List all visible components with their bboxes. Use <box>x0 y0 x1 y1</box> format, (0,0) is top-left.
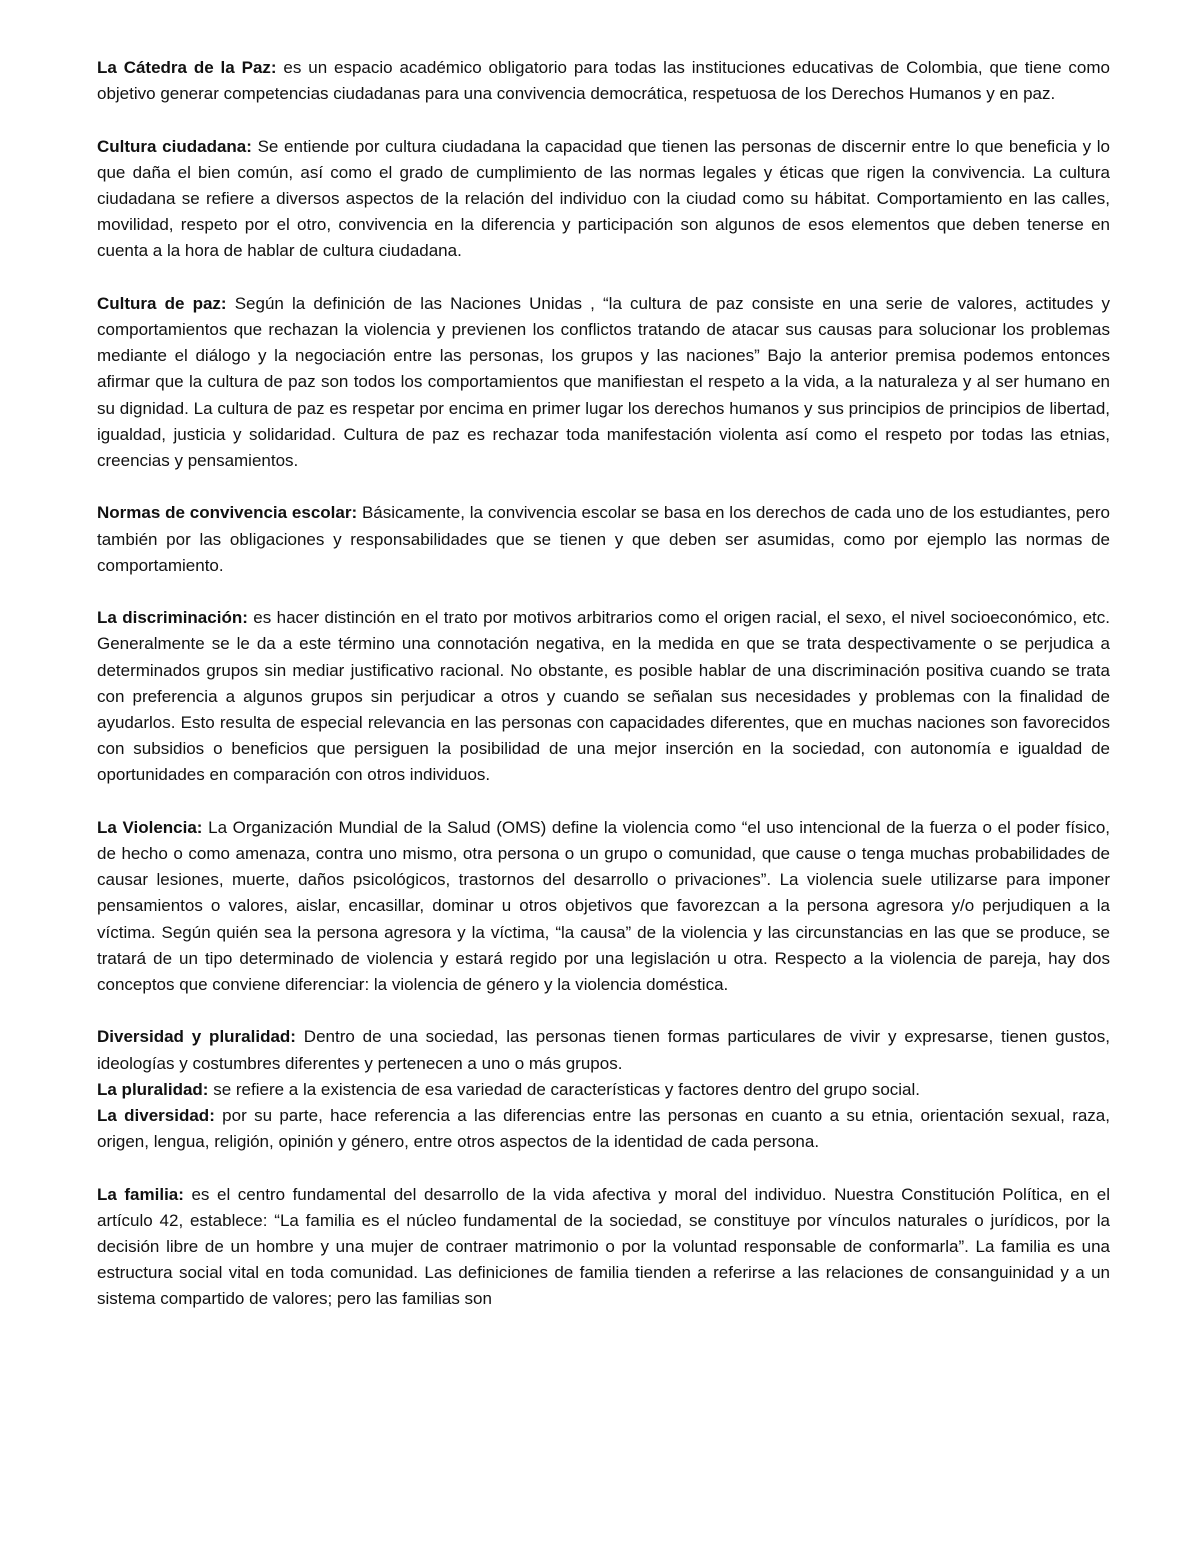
paragraph-normas-de-convivencia <box>97 500 1110 579</box>
paragraph-discriminacion <box>97 605 1110 788</box>
paragraph-pluralidad <box>97 1077 1110 1103</box>
definition-familia: es el centro fundamental del desarrollo de la vida afectiva y moral del individuo. Nuestra Constitución Política, en el artículo 42, establece: “La familia es el núcleo fundamental de la sociedad, se constituye por vínculos naturales o jurídicos, por la decisión libre de un hombre y una mujer de contraer matrimonio o por la voluntad responsable de conformarla”. La familia es una estructura social vital en toda comunidad. Las definiciones de familia tienden a referirse a las relaciones de consanguinidad y a un sistema compartido de valores; pero las familias son <box>97 1184 1110 1309</box>
term-catedra-de-la-paz: La Cátedra de la Paz: <box>97 58 277 77</box>
term-violencia: La Violencia: <box>97 817 203 837</box>
definition-catedra-de-la-paz: es un espacio académico obligatorio para todas las instituciones educativas de Colombia, que tiene como objetivo generar competencias ciudadanas para una convivencia democrática, respetuosa de los Derechos Humanos y en paz. <box>97 58 1110 104</box>
term-diversidad-y-pluralidad: Diversidad y pluralidad: <box>97 1027 296 1047</box>
term-pluralidad: La pluralidad: <box>97 1079 209 1099</box>
definition-violencia: La Organización Mundial de la Salud (OMS) define la violencia como “el uso intencional de la fuerza o el poder físico, de hecho o como amenaza, contra uno mismo, otra persona o un grupo o comunidad, que cause o tenga muchas probabilidades de causar lesiones, muerte, daños psicológicos, trastornos del desarrollo o privaciones”. La violencia suele utilizarse para imponer pensamientos o valores, aislar, encasillar, dominar u otros objetivos que favorezcan a la persona agresora y/o perjudiquen a la víctima. Según quién sea la persona agresora y la víctima, “la causa” de la violencia y las circunstancias en las que se produce, se tratará de un tipo determinado de violencia y estará regido por una legislación u otra. Respecto a la violencia de pareja, hay dos conceptos que conviene diferenciar: la violencia de género y la violencia doméstica. <box>97 817 1110 995</box>
paragraph-diversidad-y-pluralidad <box>97 1024 1110 1076</box>
paragraph-familia <box>97 1182 1110 1313</box>
definition-cultura-ciudadana: Se entiende por cultura ciudadana la capacidad que tienen las personas de discernir entre lo que beneficia y lo que daña el bien común, así como el grado de cumplimiento de las normas legales y éticas que rigen la convivencia. La cultura ciudadana se refiere a diversos aspectos de la relación del individuo con la ciudad como su hábitat. Comportamiento en las calles, movilidad, respeto por el otro, convivencia en la diferencia y participación son algunos de esos elementos que deben tenerse en cuenta a la hora de hablar de cultura ciudadana. <box>97 136 1110 261</box>
definition-discriminacion: es hacer distinción en el trato por motivos arbitrarios como el origen racial, el sexo, el nivel socioeconómico, etc. Generalmente se le da a este término una connotación negativa, en la medida en que se trata despectivamente o se perjudica a determinados grupos sin mediar justificativo racional. No obstante, es posible hablar de una discriminación positiva cuando se trata con preferencia a algunos grupos sin perjudicar a otros y cuando se señalan sus necesidades y problemas con la finalidad de ayudarlos. Esto resulta de especial relevancia en las personas con capacidades diferentes, que en muchas naciones son favorecidos con subsidios o beneficios que persiguen la posibilidad de una mejor inserción en la sociedad, con autonomía e igualdad de oportunidades en comparación con otros individuos. <box>97 608 1111 785</box>
term-discriminacion: La discriminación: <box>97 608 248 628</box>
paragraph-catedra-de-la-paz <box>97 55 1110 107</box>
paragraph-cultura-ciudadana <box>97 134 1110 265</box>
term-normas-de-convivencia: Normas de convivencia escolar: <box>97 503 358 523</box>
term-familia: La familia: <box>97 1184 184 1204</box>
paragraph-violencia <box>97 815 1110 998</box>
paragraph-cultura-de-paz <box>97 291 1110 474</box>
paragraph-diversidad <box>97 1103 1110 1155</box>
definition-diversidad-y-pluralidad: Dentro de una sociedad, las personas tienen formas particulares de vivir y expresarse, tienen gustos, ideologías y costumbres diferentes y pertenecen a uno o más grupos. <box>97 1027 1110 1073</box>
definition-cultura-de-paz: Según la definición de las Naciones Unidas , “la cultura de paz consiste en una serie de valores, actitudes y comportamientos que rechazan la violencia y previenen los conflictos tratando de atacar sus causas para solucionar los problemas mediante el diálogo y la negociación entre las personas, los grupos y las naciones” Bajo la anterior premisa podemos entonces afirmar que la cultura de paz son todos los comportamientos que manifiestan el respeto a la vida, a la naturaleza y al ser humano en su dignidad. La cultura de paz es respetar por encima en primer lugar los derechos humanos y sus principios de principios de libertad, igualdad, justicia y solidaridad. Cultura de paz es rechazar toda manifestación violenta así como el respeto por todas las etnias, creencias y pensamientos. <box>97 293 1110 471</box>
term-cultura-ciudadana: Cultura ciudadana: <box>97 136 252 156</box>
definition-pluralidad: se refiere a la existencia de esa variedad de características y factores dentro del grupo social. <box>208 1079 921 1099</box>
term-cultura-de-paz: Cultura de paz: <box>97 293 227 313</box>
definition-diversidad: por su parte, hace referencia a las diferencias entre las personas en cuanto a su etnia, orientación sexual, raza, origen, lengua, religión, opinión y género, entre otros aspectos de la identidad de cada persona. <box>97 1106 1110 1152</box>
document-page <box>97 55 1110 1339</box>
term-diversidad: La diversidad: <box>97 1106 215 1126</box>
definition-normas-de-convivencia: Básicamente, la convivencia escolar se basa en los derechos de cada uno de los estudiantes, pero también por las obligaciones y responsabilidades que se tienen y que deben ser asumidas, como por ejemplo las normas de comportamiento. <box>97 503 1111 575</box>
